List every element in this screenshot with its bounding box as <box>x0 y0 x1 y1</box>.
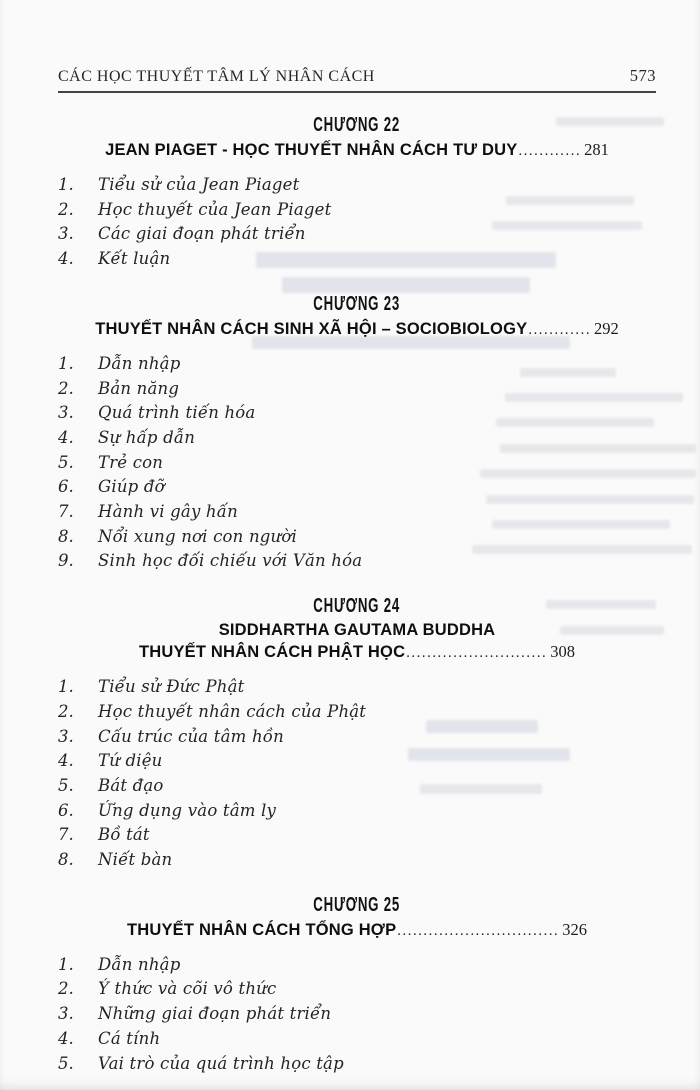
toc-item-number: 4. <box>58 1028 74 1048</box>
toc-item-number: 7. <box>58 502 74 522</box>
chapter-label: CHƯƠNG 24 <box>313 593 401 618</box>
toc-item-text: Bát đạo <box>98 775 164 795</box>
toc-item-number: 4. <box>58 427 74 447</box>
toc-item-number: 1. <box>58 353 74 373</box>
toc-item-text: Tiểu sử của Jean Piaget <box>98 175 300 194</box>
chapter-label-row <box>58 291 656 315</box>
chapter-page-number: 292 <box>594 318 619 338</box>
toc-item-text: Hành vi gây hấn <box>98 502 238 522</box>
toc-item-text: Dẫn nhập <box>98 353 181 373</box>
toc-item-text: Cấu trúc của tâm hồn <box>98 726 284 746</box>
toc-item <box>58 774 656 799</box>
chapter-title: THUYẾT NHÂN CÁCH PHẬT HỌC <box>138 643 406 662</box>
chapter-title: THUYẾT NHÂN CÁCH SINH XÃ HỘI – SOCIOBIOLOGY <box>95 319 528 338</box>
toc-item <box>58 1002 656 1027</box>
toc-item-number: 3. <box>58 726 74 746</box>
chapter-page-number: 326 <box>562 919 588 939</box>
toc-item-text: Ứng dụng vào tâm ly <box>98 800 277 820</box>
chapter-title: JEAN PIAGET - HỌC THUYẾT NHÂN CÁCH TƯ DUY <box>105 141 518 159</box>
toc-item-number: 9. <box>58 551 74 571</box>
toc-item-text: Tứ diệu <box>98 751 163 771</box>
toc-item-number: 4. <box>58 249 74 269</box>
toc-item-text: Trẻ con <box>98 452 164 472</box>
chapter-items <box>58 953 656 1077</box>
toc-chapter <box>58 593 656 873</box>
chapter-label-row <box>58 593 656 618</box>
toc-item <box>58 352 656 377</box>
chapter-label: CHƯƠNG 25 <box>313 892 401 916</box>
toc-item-text: Quá trình tiến hóa <box>98 403 256 423</box>
toc-item <box>58 700 656 725</box>
toc-item <box>58 749 656 774</box>
toc-item <box>58 549 656 574</box>
toc-item-number: 7. <box>58 825 74 845</box>
running-header <box>58 66 656 93</box>
toc-item-text: Những giai đoạn phát triển <box>98 1004 332 1024</box>
toc-item-number: 2. <box>58 199 74 219</box>
toc-item <box>58 475 656 500</box>
toc-item-number: 1. <box>58 175 74 194</box>
toc-item <box>58 725 656 750</box>
toc-item-text: Tiểu sử Đức Phật <box>98 677 245 697</box>
toc-item-text: Học thuyết nhân cách của Phật <box>98 701 367 721</box>
chapter-title-row <box>58 919 656 942</box>
toc-item-number: 4. <box>58 751 74 771</box>
toc-item-number: 6. <box>58 477 74 497</box>
chapter-title-row <box>58 641 656 664</box>
toc-item <box>58 451 656 476</box>
toc-chapter <box>58 892 656 1077</box>
toc-item-number: 2. <box>58 378 74 398</box>
toc-item-number: 3. <box>58 224 74 244</box>
dot-leader: ............ <box>518 143 582 159</box>
toc-item-number: 2. <box>58 701 74 721</box>
toc-item-number: 5. <box>58 452 74 472</box>
toc-item-text: Bồ tát <box>98 825 150 845</box>
toc-item <box>58 173 656 198</box>
chapter-title-row <box>58 139 656 162</box>
toc-item <box>58 1027 656 1052</box>
chapter-items <box>58 352 656 574</box>
toc-item-number: 3. <box>58 1004 74 1024</box>
toc-item <box>58 799 656 824</box>
toc-item-text: Vai trò của quá trình học tập <box>98 1053 344 1073</box>
chapter-title-pre-line: SIDDHARTHA GAUTAMA BUDDHA <box>218 621 496 640</box>
toc-item <box>58 401 656 426</box>
dot-leader: ............ <box>528 321 592 338</box>
toc-item-text: Sinh học đối chiếu với Văn hóa <box>98 551 363 571</box>
toc-chapter <box>58 291 656 574</box>
toc-item-number: 5. <box>58 775 74 795</box>
toc-item <box>58 377 656 402</box>
toc-item-number: 5. <box>58 1053 74 1073</box>
chapter-list <box>58 112 656 1076</box>
toc-item <box>58 500 656 525</box>
chapter-items <box>58 675 656 873</box>
dot-leader: ........................... <box>406 645 548 662</box>
toc-item-text: Bản năng <box>98 378 180 398</box>
toc-item <box>58 675 656 700</box>
toc-item-number: 8. <box>58 526 74 546</box>
toc-item-text: Niết bàn <box>98 850 173 870</box>
toc-item-text: Các giai đoạn phát triển <box>98 224 306 244</box>
toc-item-text: Học thuyết của Jean Piaget <box>98 199 332 219</box>
toc-item-text: Kết luận <box>98 249 171 269</box>
toc-item-text: Giúp đỡ <box>98 477 165 497</box>
toc-item <box>58 198 656 223</box>
toc-item <box>58 953 656 978</box>
toc-item-number: 1. <box>58 677 74 697</box>
chapter-label-row <box>58 892 656 916</box>
chapter-title: THUYẾT NHÂN CÁCH TỔNG HỢP <box>126 920 397 939</box>
toc-item-number: 6. <box>58 800 74 820</box>
toc-item <box>58 222 656 247</box>
toc-item-text: Cá tính <box>98 1028 161 1048</box>
toc-item <box>58 426 656 451</box>
toc-item <box>58 977 656 1002</box>
toc-item-text: Dẫn nhập <box>98 954 181 974</box>
chapter-label: CHƯƠNG 22 <box>313 112 401 136</box>
folio-page-number: 573 <box>629 66 656 85</box>
toc-item <box>58 1052 656 1077</box>
toc-item-text: Ý thức và cõi vô thức <box>98 979 277 999</box>
chapter-page-number: 308 <box>550 642 576 662</box>
toc-item-number: 8. <box>58 850 74 870</box>
toc-item-number: 3. <box>58 403 74 423</box>
toc-item <box>58 525 656 550</box>
toc-item <box>58 823 656 848</box>
toc-item <box>58 848 656 873</box>
running-header-title: CÁC HỌC THUYẾT TÂM LÝ NHÂN CÁCH <box>58 68 375 85</box>
toc-item-text: Nổi xung nơi con người <box>98 526 297 546</box>
chapter-page-number: 281 <box>584 140 609 159</box>
chapter-items <box>58 173 656 272</box>
chapter-label-row <box>58 112 656 136</box>
chapter-label: CHƯƠNG 23 <box>313 291 401 315</box>
chapter-title-row <box>58 318 656 341</box>
dot-leader: ............................... <box>397 922 560 939</box>
toc-item-number: 1. <box>58 954 74 974</box>
toc-item <box>58 247 656 272</box>
toc-item-number: 2. <box>58 979 74 999</box>
toc-item-text: Sự hấp dẫn <box>98 427 196 447</box>
toc-chapter <box>58 112 656 272</box>
